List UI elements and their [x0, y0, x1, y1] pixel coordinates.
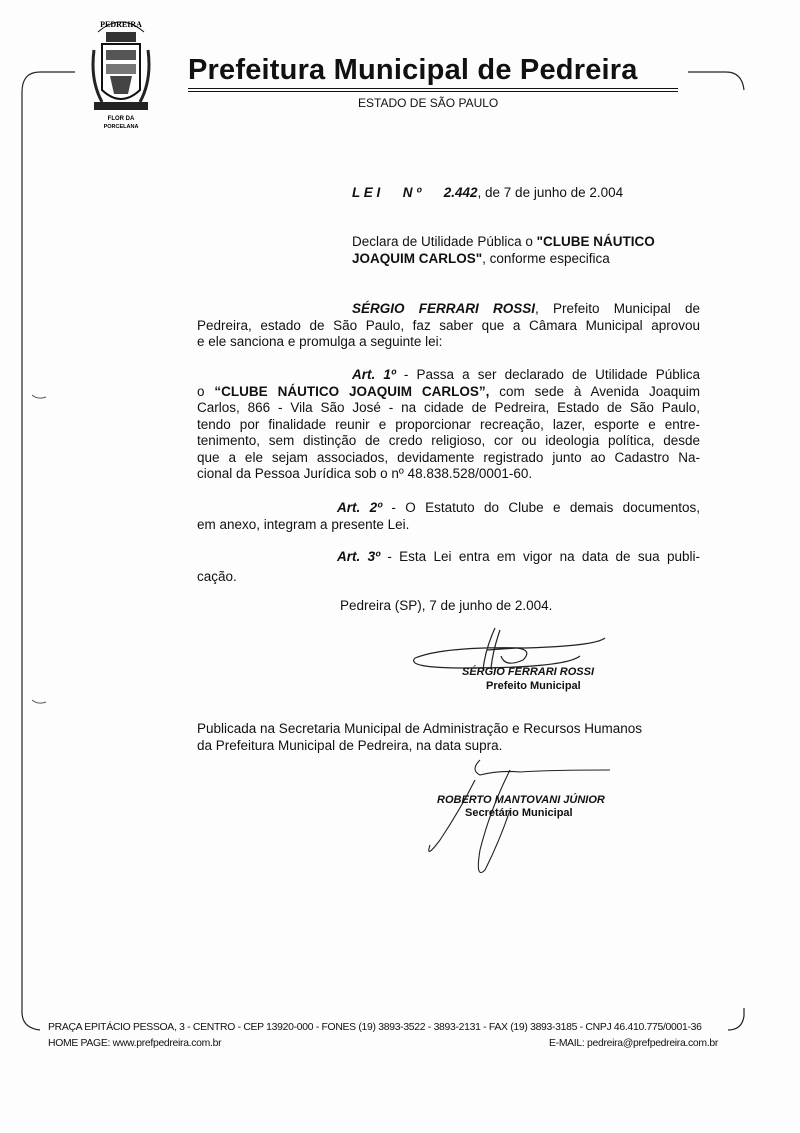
svg-text:PEDREIRA: PEDREIRA — [100, 20, 142, 29]
article-text: cação. — [197, 568, 237, 584]
article-label: Art. 2º — [337, 500, 383, 515]
preamble-text: , Prefeito Municipal de — [534, 301, 700, 316]
club-name: “CLUBE NÁUTICO JOAQUIM CARLOS”, — [214, 383, 490, 399]
preamble — [197, 301, 700, 351]
article-text: com sede à Avenida Joaquim — [489, 383, 700, 399]
footer-homepage: HOME PAGE: www.prefpedreira.com.br — [48, 1038, 222, 1049]
place-date: Pedreira (SP), 7 de junho de 2.004. — [340, 598, 553, 613]
municipal-crest-logo — [88, 10, 154, 142]
svg-text:PORCELANA: PORCELANA — [103, 124, 139, 130]
article-3 — [197, 549, 700, 585]
law-number: 2.442 — [443, 185, 478, 200]
article-label: Art. 3º — [337, 549, 381, 564]
ementa-text: Declara de Utilidade Pública o — [352, 234, 537, 249]
law-heading — [352, 185, 623, 202]
article-text: - Esta Lei entra em vigor na data de sua publi- — [380, 549, 700, 564]
state-subtitle: ESTADO DE SÃO PAULO — [358, 96, 499, 110]
article-2 — [197, 500, 700, 533]
title-underline — [188, 91, 678, 92]
secretary-role: Secretário Municipal — [465, 807, 573, 819]
club-name: "CLUBE NÁUTICO — [536, 234, 655, 249]
article-text: o — [197, 383, 215, 399]
club-name: JOAQUIM CARLOS" — [352, 250, 483, 266]
title-underline — [188, 88, 678, 89]
secretary-name: ROBERTO MANTOVANI JÚNIOR — [437, 794, 605, 806]
footer-email: E-MAIL: pedreira@prefpedreira.com.br — [549, 1038, 718, 1049]
article-text: Carlos, 866 - Vila São José - na cidade de Pedreira, Estado de São Paulo, — [197, 400, 700, 415]
article-text: cional da Pessoa Jurídica sob o nº 48.838.528/0001-60. — [197, 466, 533, 481]
article-text: em anexo, integram a presente Lei. — [197, 516, 410, 532]
numero-label: N º — [402, 185, 422, 200]
mayor-role: Prefeito Municipal — [486, 680, 581, 692]
svg-text:FLOR DA: FLOR DA — [107, 116, 135, 122]
preamble-text: e ele sanciona e promulga a seguinte lei: — [197, 334, 443, 349]
article-text: - Passa a ser declarado de Utilidade Pública — [395, 367, 700, 382]
ementa-text: , conforme especifica — [482, 250, 610, 266]
publication-text: Publicada na Secretaria Municipal de Administração e Recursos Humanos — [197, 721, 642, 736]
footer-address: PRAÇA EPITÁCIO PESSOA, 3 - CENTRO - CEP 13920-000 - FONES (19) 3893-3522 - 3893-2131 - FAX (19) 3893-3185 - CNPJ 46.410.775/0001-36 — [48, 1022, 702, 1033]
preamble-text: Pedreira, estado de São Paulo, faz saber que a Câmara Municipal aprovou — [197, 317, 700, 333]
article-text: que a ele sejam associados, devidamente registrado junto ao Cadastro Na- — [197, 449, 700, 465]
secretary-signature — [420, 750, 620, 890]
ementa — [352, 234, 700, 267]
article-text: tendo por finalidade reunir e proporcionar recreação, lazer, esporte e entre- — [197, 416, 700, 432]
law-date: , de 7 de junho de 2.004 — [477, 185, 624, 200]
article-label: Art. 1º — [352, 367, 396, 382]
publication-text: da Prefeitura Municipal de Pedreira, na data supra. — [197, 737, 503, 753]
page-title: Prefeitura Municipal de Pedreira — [188, 54, 638, 86]
lei-label: L E I — [352, 185, 381, 200]
mayor-name: SÉRGIO FERRARI ROSSI — [462, 666, 595, 678]
mayor-name: SÉRGIO FERRARI ROSSI — [352, 301, 535, 316]
article-text: - O Estatuto do Clube e demais documentos, — [382, 500, 700, 515]
article-text: tenimento, sem distinção de credo religioso, cor ou ideologia política, desde — [197, 433, 700, 448]
article-1 — [197, 367, 700, 483]
